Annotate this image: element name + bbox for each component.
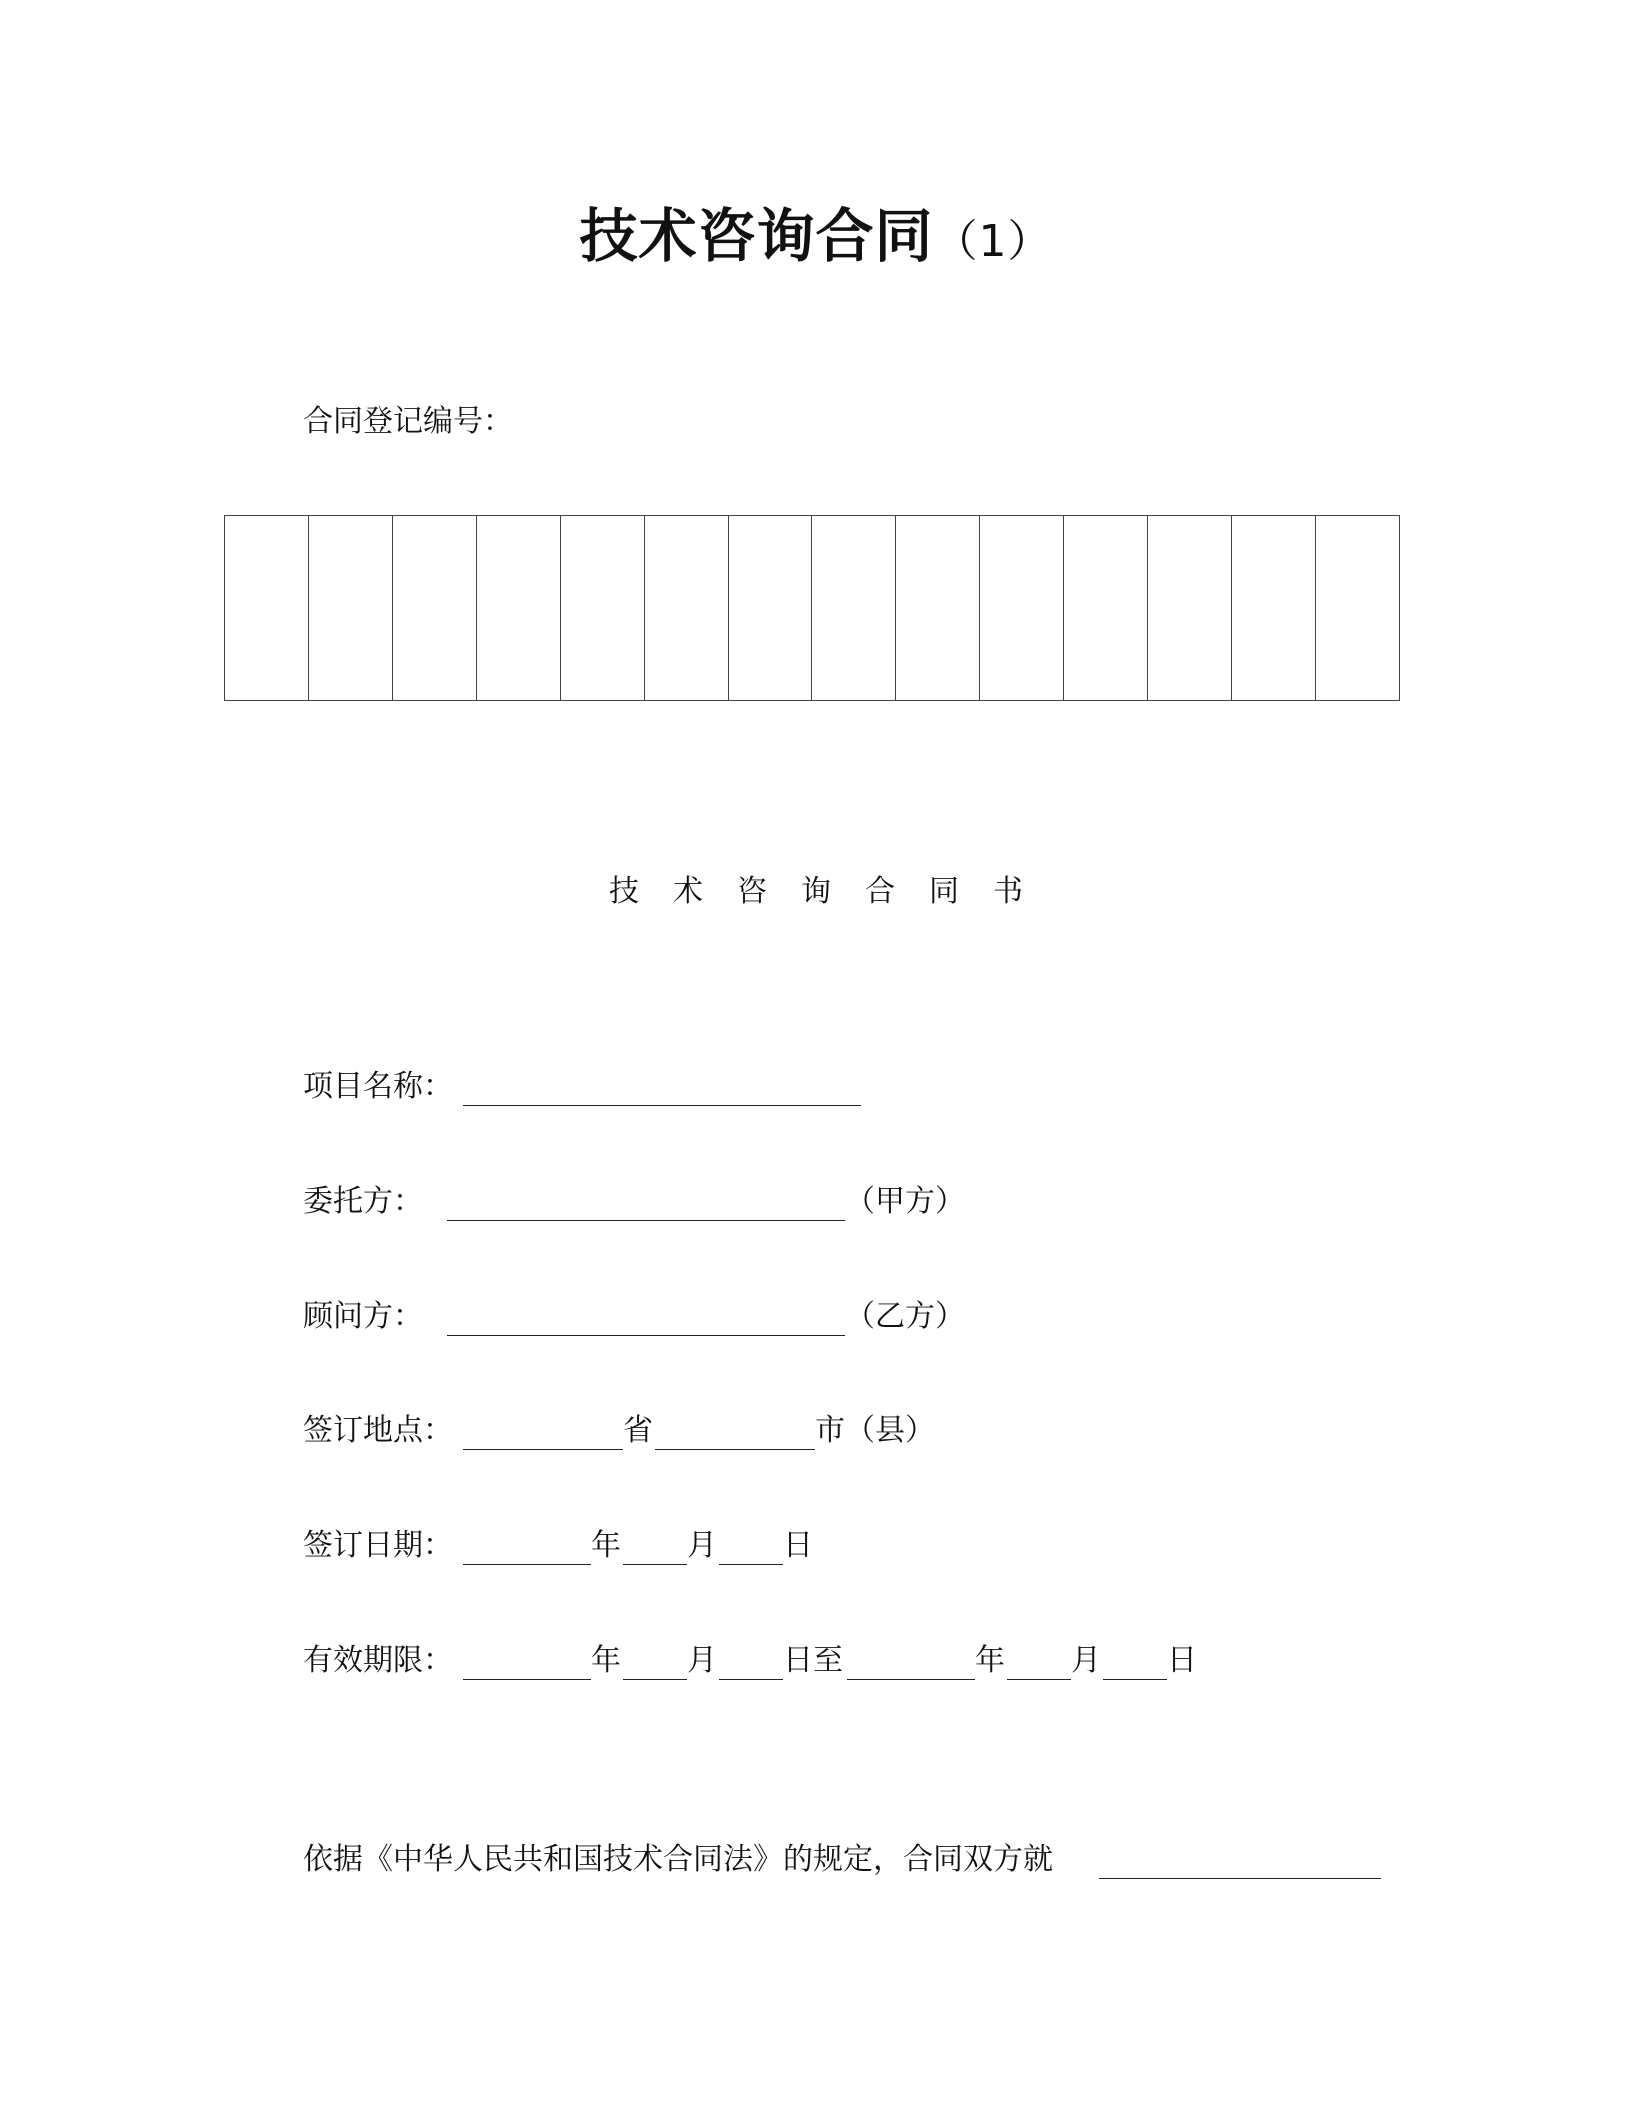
client-blank[interactable] (447, 1220, 845, 1221)
registration-digit-box[interactable] (1232, 516, 1316, 701)
registration-number-boxes (224, 515, 1400, 701)
signing-location-label: 签订地点： (303, 1413, 453, 1448)
registration-digit-box[interactable] (644, 516, 728, 701)
sign-day-label: 日 (783, 1528, 813, 1563)
project-name-row (303, 1067, 903, 1107)
contract-title-suffix: （1） (933, 216, 1053, 267)
consultant-label: 顾问方： (303, 1299, 423, 1334)
city-county-label: 市（县） (815, 1413, 935, 1448)
province-blank[interactable] (463, 1449, 623, 1450)
end-month-blank[interactable] (1007, 1679, 1071, 1680)
sign-year-blank[interactable] (463, 1564, 591, 1565)
project-name-blank[interactable] (463, 1105, 861, 1106)
validity-period-label: 有效期限： (303, 1643, 453, 1678)
registration-digit-box[interactable] (728, 516, 812, 701)
sign-year-label: 年 (591, 1528, 621, 1563)
contract-title (0, 196, 1632, 282)
consultant-row (303, 1297, 1003, 1337)
contract-title-main: 技术咨询合同 (579, 202, 934, 270)
signing-date-row (303, 1526, 1003, 1566)
registration-digit-box[interactable] (560, 516, 644, 701)
registration-digit-box[interactable] (392, 516, 476, 701)
clause-text: 依据《中华人民共和国技术合同法》的规定，合同双方就 (303, 1842, 1053, 1877)
registration-digit-box[interactable] (812, 516, 896, 701)
city-blank[interactable] (655, 1449, 815, 1450)
sign-day-blank[interactable] (719, 1564, 783, 1565)
validity-period-row (303, 1641, 1303, 1681)
registration-digit-box[interactable] (1148, 516, 1232, 701)
project-name-label: 项目名称： (303, 1069, 453, 1104)
registration-digit-box[interactable] (980, 516, 1064, 701)
sign-month-label: 月 (687, 1528, 717, 1563)
start-year-label: 年 (591, 1643, 621, 1678)
client-row (303, 1182, 1003, 1222)
registration-digit-box[interactable] (225, 516, 309, 701)
registration-digit-box[interactable] (308, 516, 392, 701)
end-year-blank[interactable] (847, 1679, 975, 1680)
registration-digit-box[interactable] (896, 516, 980, 701)
registration-digit-box[interactable] (1064, 516, 1148, 701)
start-month-label: 月 (687, 1643, 717, 1678)
consultant-suffix: （乙方） (845, 1299, 965, 1334)
start-day-to-label: 日至 (783, 1643, 843, 1678)
end-month-label: 月 (1071, 1643, 1101, 1678)
registration-number-label: 合同登记编号： (303, 404, 513, 439)
province-label: 省 (623, 1413, 653, 1448)
signing-location-row (303, 1411, 1003, 1451)
signing-date-label: 签订日期： (303, 1528, 453, 1563)
start-year-blank[interactable] (463, 1679, 591, 1680)
consultant-blank[interactable] (447, 1335, 845, 1336)
client-suffix: （甲方） (845, 1184, 965, 1219)
end-day-label: 日 (1167, 1643, 1197, 1678)
contract-subtitle: 技术咨询合同书 (609, 874, 1057, 909)
sign-month-blank[interactable] (623, 1564, 687, 1565)
registration-digit-box[interactable] (1315, 516, 1399, 701)
end-day-blank[interactable] (1103, 1679, 1167, 1680)
client-label: 委托方： (303, 1184, 423, 1219)
end-year-label: 年 (975, 1643, 1005, 1678)
start-month-blank[interactable] (623, 1679, 687, 1680)
registration-digit-box[interactable] (476, 516, 560, 701)
start-day-blank[interactable] (719, 1679, 783, 1680)
clause-blank[interactable] (1099, 1878, 1381, 1879)
clause-row (303, 1840, 1403, 1880)
